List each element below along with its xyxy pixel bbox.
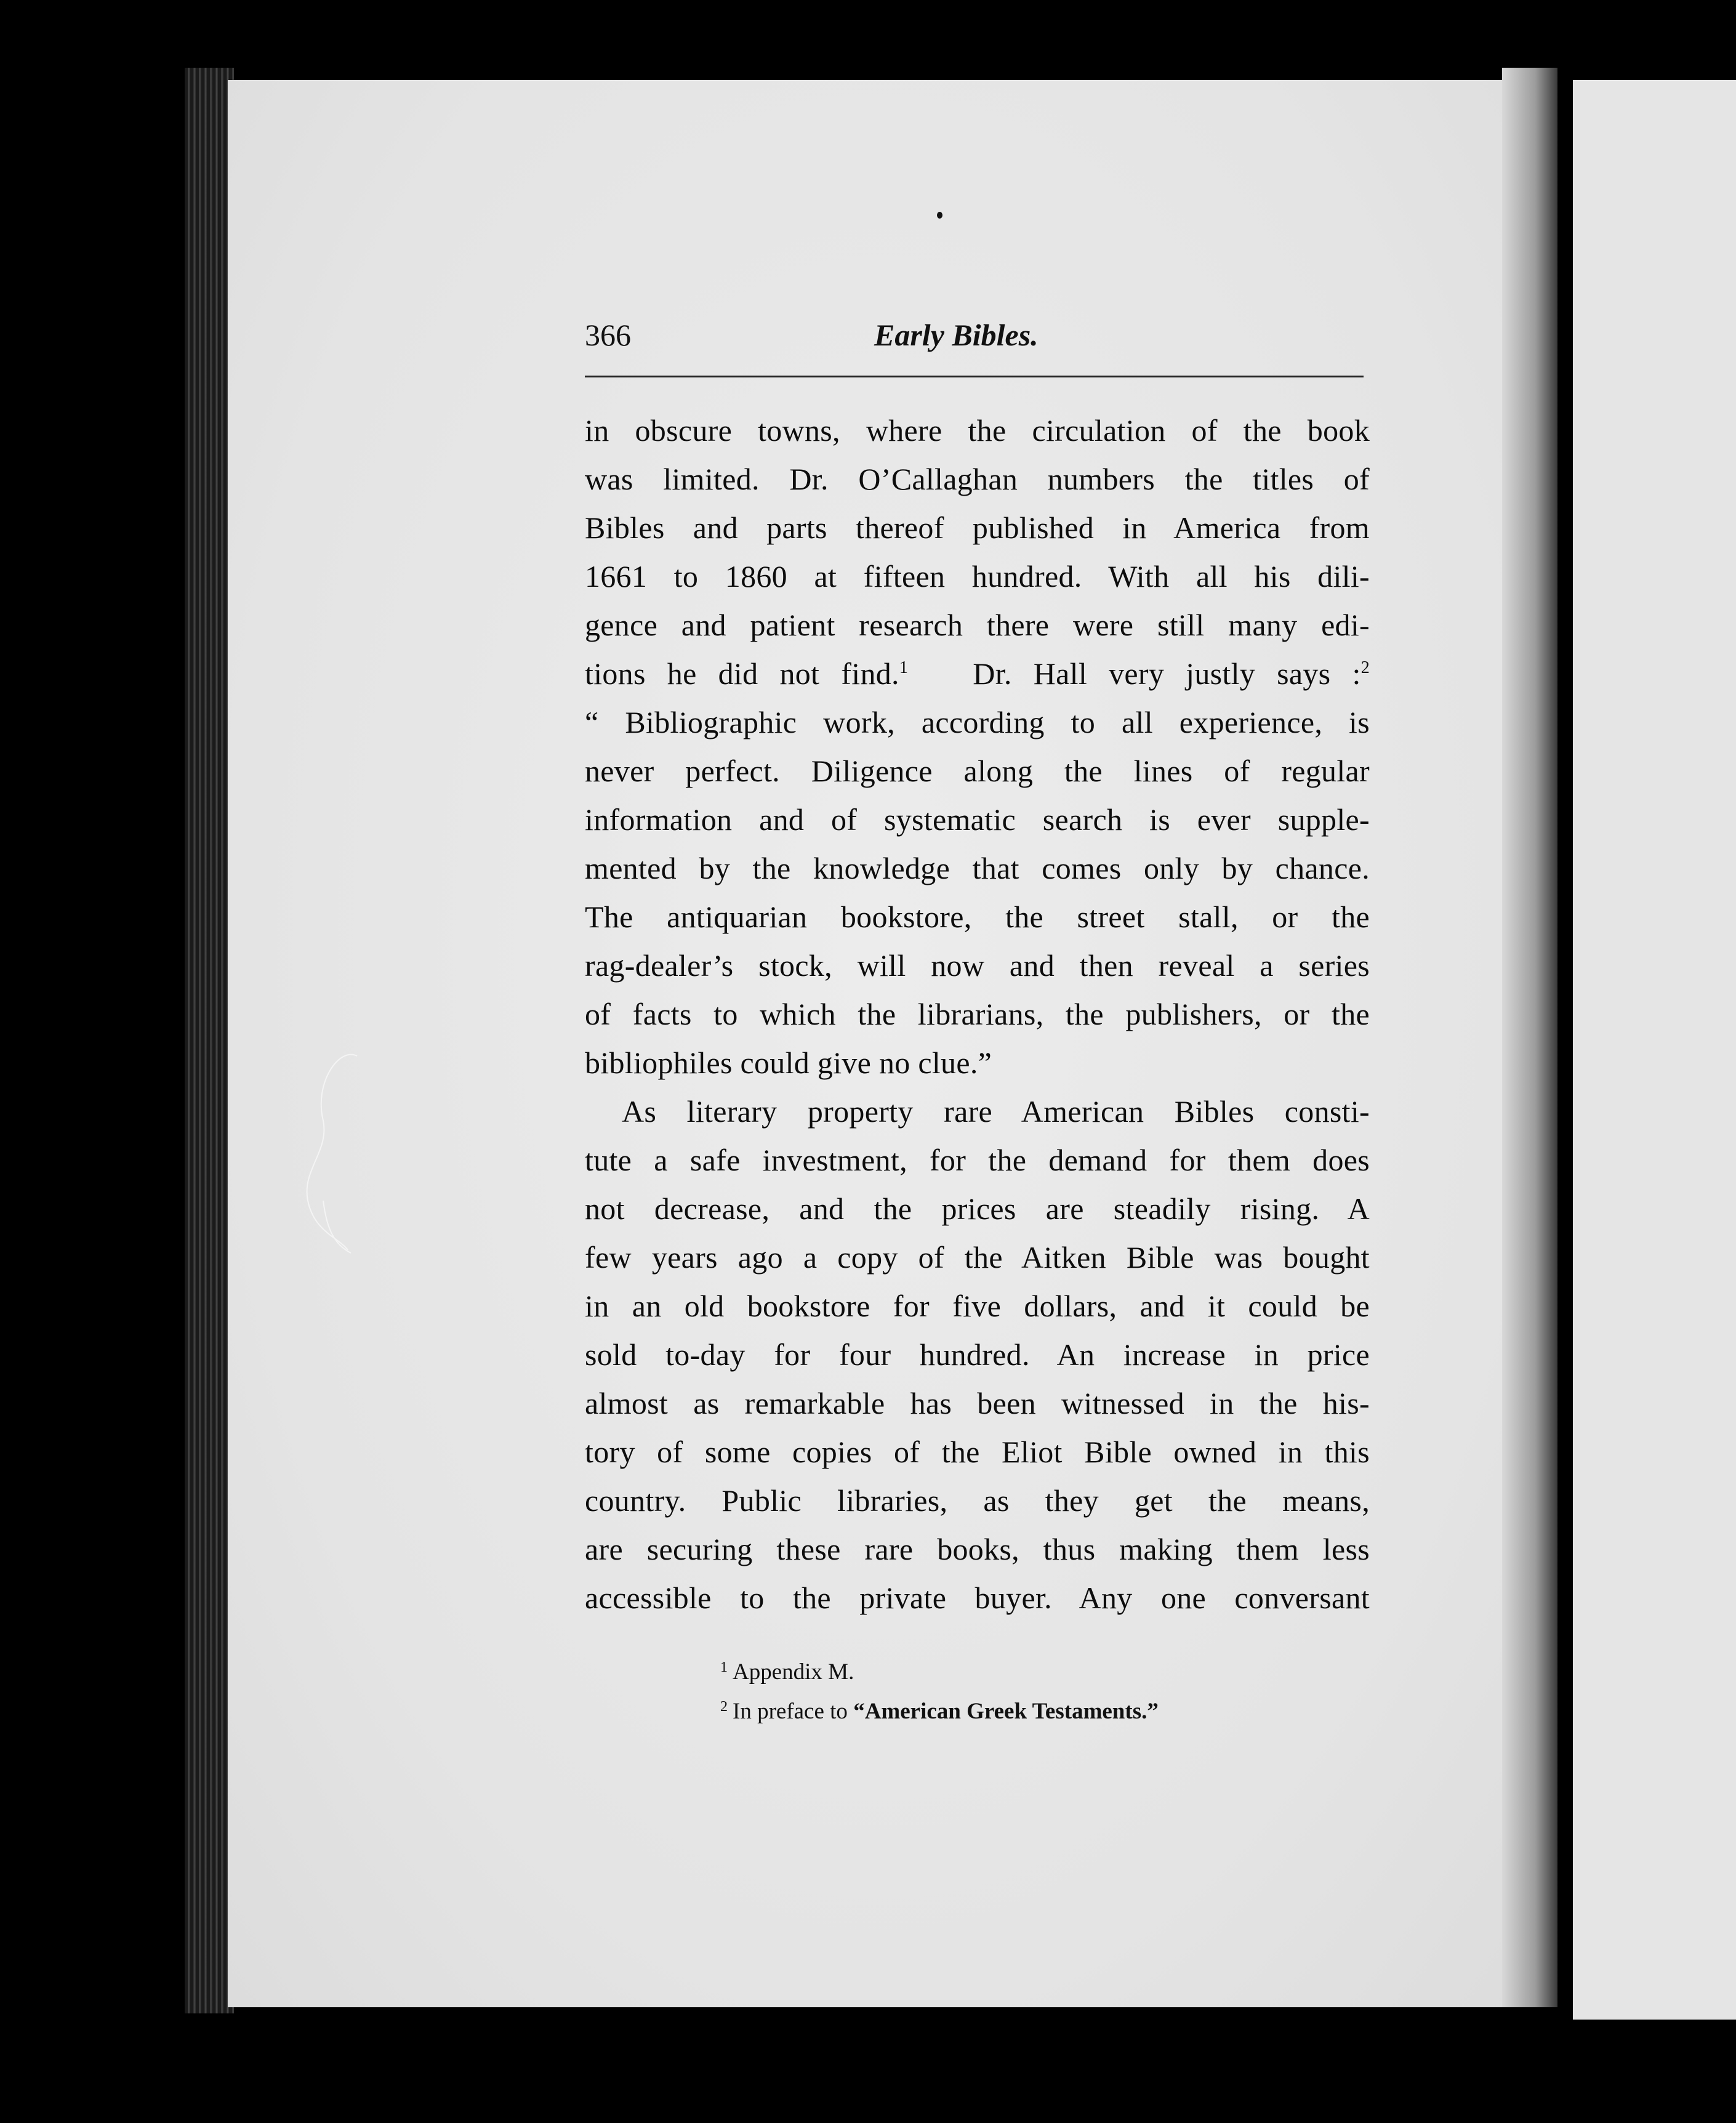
text-line: of facts to which the librarians, the publishers, or the xyxy=(585,997,1370,1031)
footnote-ref: 2 xyxy=(1360,658,1370,677)
facing-page xyxy=(1573,80,1736,2020)
body-text xyxy=(585,406,1370,1622)
text-line: gence and patient research there were still many edi- xyxy=(585,608,1370,642)
text-line: “ Bibliographic work, according to all experience, is xyxy=(585,705,1370,739)
footnote-1 xyxy=(720,1650,1336,1690)
text-line: accessible to the private buyer. Any one conversant xyxy=(585,1581,1370,1615)
text-line: in obscure towns, where the circulation of the book xyxy=(585,413,1370,448)
text-line: few years ago a copy of the Aitken Bible was bought xyxy=(585,1240,1370,1275)
footnote-number: 1 xyxy=(720,1659,728,1675)
text-line xyxy=(585,650,1370,698)
footnote-text: In preface to xyxy=(733,1699,854,1724)
book-edge xyxy=(185,68,234,2013)
text-line: 1661 to 1860 at fifteen hundred. With all his dili- xyxy=(585,559,1370,594)
text-line: was limited. Dr. O’Callaghan numbers the titles of xyxy=(585,462,1370,496)
text-segment: tions he did not find. xyxy=(585,656,899,691)
text-line: in an old bookstore for five dollars, and it could be xyxy=(585,1289,1370,1323)
text-line: tory of some copies of the Eliot Bible owned in this xyxy=(585,1435,1370,1469)
running-title: Early Bibles. xyxy=(874,318,1039,352)
text-line: not decrease, and the prices are steadily rising. A xyxy=(585,1191,1370,1226)
text-line: The antiquarian bookstore, the street stall, or the xyxy=(585,900,1370,934)
footnote-number: 2 xyxy=(720,1699,728,1715)
footnote-quote: “American Greek Testaments.” xyxy=(853,1699,1159,1724)
footnote-ref: 1 xyxy=(899,658,909,677)
footnote-2 xyxy=(720,1690,1336,1729)
text-line: sold to-day for four hundred. An increase in price xyxy=(585,1337,1370,1372)
text-line: rag-dealer’s stock, will now and then reveal a series xyxy=(585,948,1370,983)
text-line: As literary property rare American Bibles consti- xyxy=(622,1094,1370,1129)
text-line: never perfect. Diligence along the lines of regular xyxy=(585,754,1370,788)
pencil-scribble xyxy=(289,1047,376,1268)
text-line: country. Public libraries, as they get the means, xyxy=(585,1483,1370,1518)
footnote-text: Appendix M. xyxy=(733,1659,854,1685)
footnotes xyxy=(720,1650,1336,1729)
text-line: bibliophiles could give no clue.” xyxy=(585,1045,992,1080)
ink-dot xyxy=(937,212,942,219)
text-line: Bibles and parts thereof published in America from xyxy=(585,510,1370,545)
running-head xyxy=(585,317,1364,360)
gutter-shadow xyxy=(1502,68,1557,2007)
text-line: tute a safe investment, for the demand for them does xyxy=(585,1143,1370,1177)
header-rule xyxy=(585,376,1364,377)
text-segment: Dr. Hall very justly says : xyxy=(973,656,1361,691)
text-line: information and of systematic search is ever supple- xyxy=(585,802,1370,837)
page-number: 366 xyxy=(585,318,631,352)
text-line: almost as remarkable has been witnessed in the his- xyxy=(585,1386,1370,1420)
text-line: are securing these rare books, thus making them less xyxy=(585,1532,1370,1566)
text-line: mented by the knowledge that comes only by chance. xyxy=(585,851,1370,885)
